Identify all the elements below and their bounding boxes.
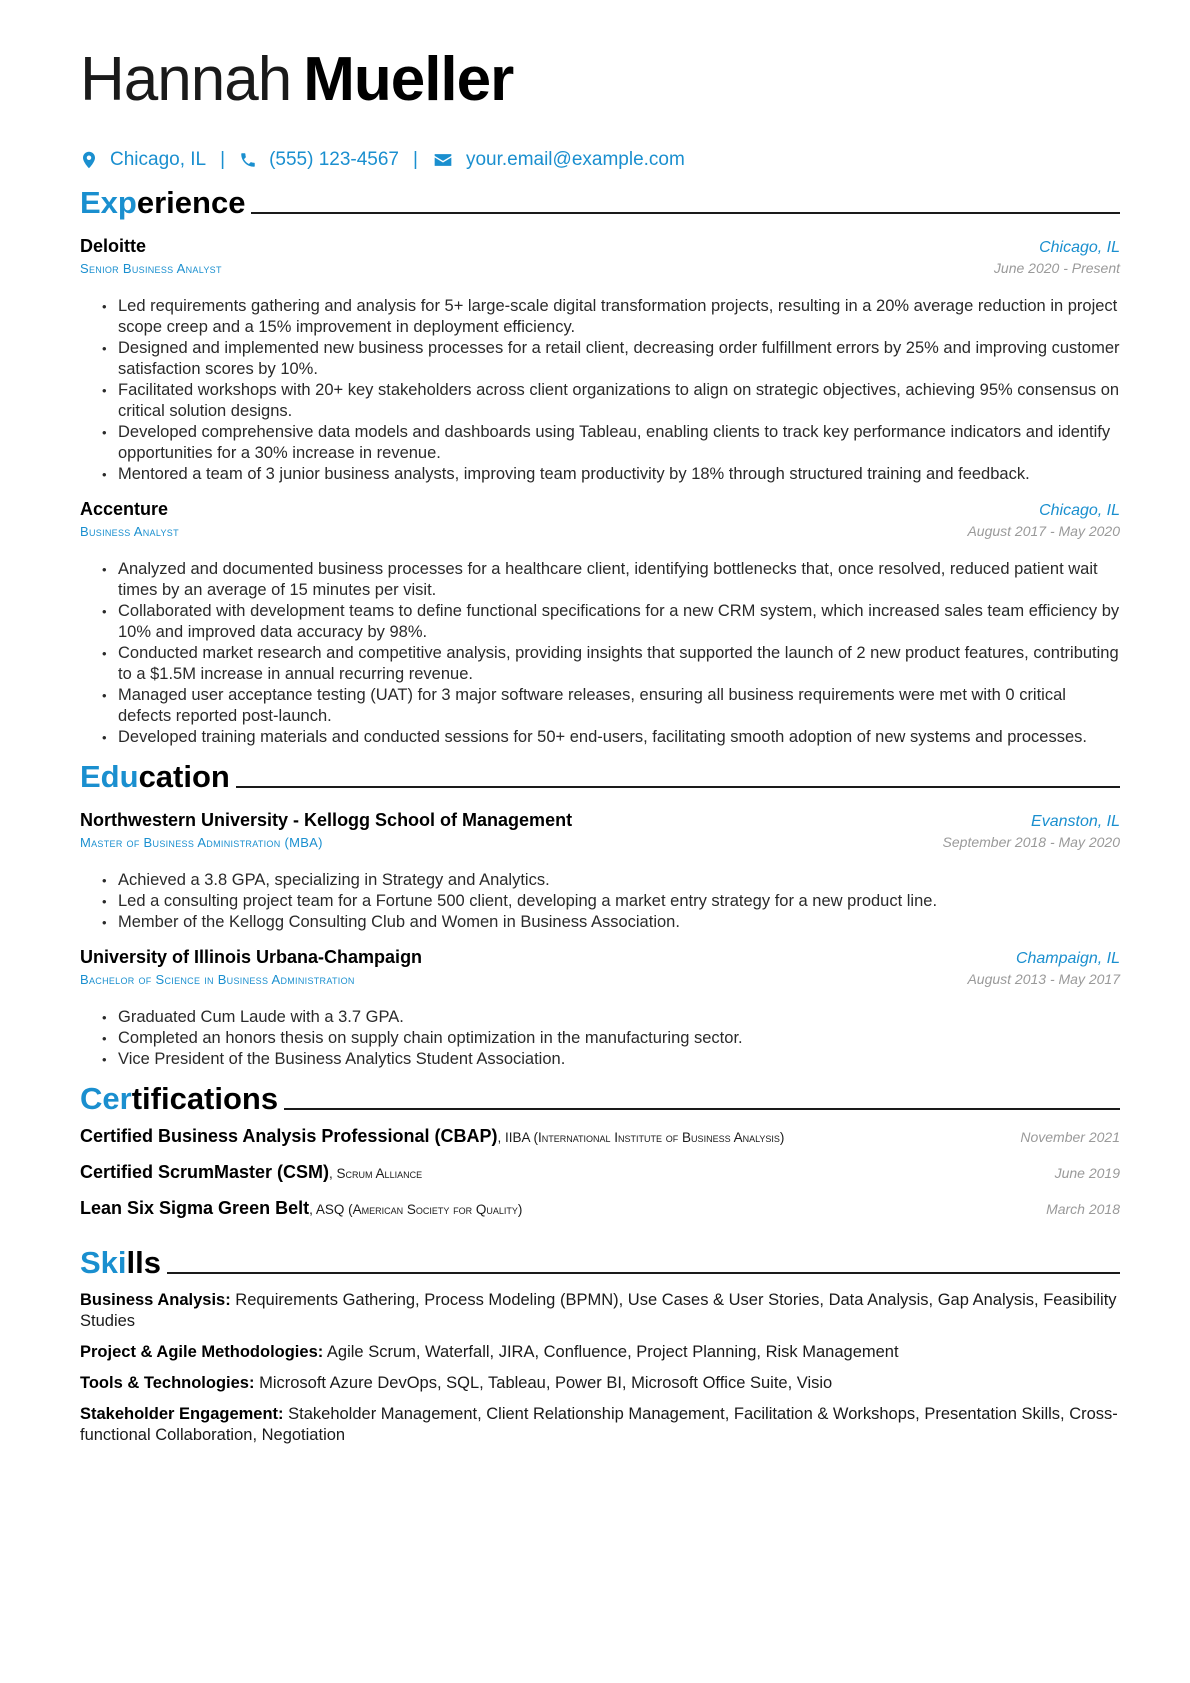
skill-values: Requirements Gathering, Process Modeling (BPMN), Use Cases & User Stories, Data Analysis, Gap Analysis, Feasibility Studies bbox=[80, 1291, 1117, 1330]
section-title: Certifications bbox=[80, 1081, 279, 1116]
certification-date: November 2021 bbox=[1020, 1129, 1120, 1145]
certifications-section bbox=[80, 1076, 1120, 1234]
list-item: • Graduated Cum Laude with a 3.7 GPA. bbox=[102, 1007, 1120, 1028]
certification-date: March 2018 bbox=[1046, 1201, 1120, 1217]
list-item: • Vice President of the Business Analytics Student Association. bbox=[102, 1049, 1120, 1070]
certification-issuer: , IIBA (International Institute of Business Analysis) bbox=[497, 1130, 785, 1145]
list-item: • Developed comprehensive data models and dashboards using Tableau, enabling clients to track key performance indicators and identify opportunities for a 30% increase in revenue. bbox=[102, 422, 1120, 464]
skills-section bbox=[80, 1240, 1120, 1446]
list-item: • Led requirements gathering and analysis for 5+ large-scale digital transformation projects, resulting in a 20% average reduction in project scope creep and a 15% improvement in deployment efficiency. bbox=[102, 296, 1120, 338]
experience-section bbox=[80, 180, 1120, 748]
job-title: Senior Business Analyst bbox=[80, 261, 222, 276]
section-title: Education bbox=[80, 759, 230, 794]
section-divider bbox=[236, 786, 1120, 788]
phone-text: (555) 123-4567 bbox=[269, 149, 399, 170]
skill-group bbox=[80, 1342, 1120, 1363]
certification-name: Lean Six Sigma Green Belt bbox=[80, 1198, 310, 1218]
section-divider bbox=[284, 1108, 1120, 1110]
certification-name: Certified ScrumMaster (CSM) bbox=[80, 1162, 330, 1182]
contact-location bbox=[80, 149, 206, 171]
section-title: Experience bbox=[80, 185, 246, 220]
employer-name: Deloitte bbox=[80, 236, 147, 256]
list-item: • Managed user acceptance testing (UAT) for 3 major software releases, ensuring all business requirements were met with 0 critical defects reported post-launch. bbox=[102, 685, 1120, 727]
skill-group bbox=[80, 1373, 1120, 1394]
contact-separator: | bbox=[413, 149, 418, 170]
skill-values: Agile Scrum, Waterfall, JIRA, Confluence, Project Planning, Risk Management bbox=[323, 1343, 899, 1361]
skill-category: Stakeholder Engagement: bbox=[80, 1405, 284, 1423]
skill-category: Project & Agile Methodologies: bbox=[80, 1343, 324, 1361]
certification-item bbox=[80, 1126, 1120, 1162]
contact-bar bbox=[80, 146, 1120, 174]
certification-issuer: , ASQ (American Society for Quality) bbox=[309, 1202, 523, 1217]
experience-entry bbox=[80, 236, 1120, 485]
entry-dates: September 2018 - May 2020 bbox=[942, 834, 1120, 850]
list-item: • Collaborated with development teams to define functional specifications for a new CRM system, which increased sales team efficiency by 10% and improved data accuracy by 98%. bbox=[102, 601, 1120, 643]
bullet-list bbox=[80, 296, 1120, 485]
list-item: • Developed training materials and conducted sessions for 50+ end-users, facilitating smooth adoption of new systems and processes. bbox=[102, 727, 1120, 748]
list-item: • Achieved a 3.8 GPA, specializing in Strategy and Analytics. bbox=[102, 870, 1120, 891]
list-item: • Analyzed and documented business processes for a healthcare client, identifying bottlenecks that, once resolved, reduced patient wait times by an average of 15 minutes per visit. bbox=[102, 559, 1120, 601]
skill-group bbox=[80, 1404, 1120, 1446]
employer-name: Accenture bbox=[80, 499, 169, 519]
section-title: Skills bbox=[80, 1245, 161, 1280]
candidate-name bbox=[80, 40, 1120, 120]
resume-page bbox=[80, 40, 1120, 1456]
location-text: Chicago, IL bbox=[110, 149, 207, 170]
education-section bbox=[80, 754, 1120, 1070]
envelope-icon bbox=[432, 150, 454, 170]
map-pin-icon bbox=[80, 150, 98, 170]
skill-values: Microsoft Azure DevOps, SQL, Tableau, Power BI, Microsoft Office Suite, Visio bbox=[254, 1374, 833, 1392]
phone-icon bbox=[239, 150, 257, 170]
bullet-list bbox=[80, 870, 1120, 933]
school-name: University of Illinois Urbana-Champaign bbox=[80, 947, 423, 967]
contact-phone[interactable] bbox=[239, 149, 399, 171]
email-text: your.email@example.com bbox=[465, 149, 685, 170]
section-header bbox=[80, 1240, 1120, 1282]
entry-dates: August 2013 - May 2017 bbox=[967, 971, 1120, 987]
certification-issuer: , Scrum Alliance bbox=[329, 1166, 423, 1181]
certification-date: June 2019 bbox=[1054, 1165, 1120, 1181]
first-name: Hannah bbox=[80, 45, 292, 114]
entry-dates: June 2020 - Present bbox=[993, 260, 1120, 276]
entry-dates: August 2017 - May 2020 bbox=[967, 523, 1120, 539]
job-title: Business Analyst bbox=[80, 524, 179, 539]
school-name: Northwestern University - Kellogg School of Management bbox=[80, 810, 573, 830]
bullet-list bbox=[80, 1007, 1120, 1070]
skill-group bbox=[80, 1290, 1120, 1332]
entry-location: Evanston, IL bbox=[1031, 813, 1120, 830]
list-item: • Member of the Kellogg Consulting Club and Women in Business Association. bbox=[102, 912, 1120, 933]
section-divider bbox=[251, 212, 1120, 214]
certification-list bbox=[80, 1126, 1120, 1234]
certification-name: Certified Business Analysis Professional (CBAP) bbox=[80, 1126, 498, 1146]
skill-category: Tools & Technologies: bbox=[80, 1374, 255, 1392]
degree-title: Bachelor of Science in Business Administration bbox=[80, 972, 355, 987]
degree-title: Master of Business Administration (MBA) bbox=[80, 835, 323, 850]
list-item: • Designed and implemented new business processes for a retail client, decreasing order fulfillment errors by 25% and improving customer satisfaction scores by 10%. bbox=[102, 338, 1120, 380]
entry-location: Champaign, IL bbox=[1015, 950, 1120, 967]
skill-values: Stakeholder Management, Client Relationship Management, Facilitation & Workshops, Presentation Skills, Cross-functional Collaboration, Negotiation bbox=[80, 1405, 1118, 1444]
section-divider bbox=[167, 1272, 1120, 1274]
section-header bbox=[80, 180, 1120, 222]
list-item: • Mentored a team of 3 junior business analysts, improving team productivity by 18% through structured training and feedback. bbox=[102, 464, 1120, 485]
entry-location: Chicago, IL bbox=[1039, 239, 1120, 256]
list-item: • Conducted market research and competitive analysis, providing insights that supported the launch of 2 new product features, contributing to a $1.5M increase in annual recurring revenue. bbox=[102, 643, 1120, 685]
contact-email[interactable] bbox=[432, 149, 685, 171]
last-name: Mueller bbox=[303, 45, 514, 114]
education-entry bbox=[80, 947, 1120, 1070]
section-header bbox=[80, 754, 1120, 796]
list-item: • Facilitated workshops with 20+ key stakeholders across client organizations to align on strategic objectives, achieving 95% consensus on critical solution designs. bbox=[102, 380, 1120, 422]
section-header bbox=[80, 1076, 1120, 1118]
education-entry bbox=[80, 810, 1120, 933]
certification-item bbox=[80, 1198, 1120, 1234]
list-item: • Completed an honors thesis on supply chain optimization in the manufacturing sector. bbox=[102, 1028, 1120, 1049]
contact-separator: | bbox=[220, 149, 226, 170]
certification-item bbox=[80, 1162, 1120, 1198]
bullet-list bbox=[80, 559, 1120, 748]
entry-location: Chicago, IL bbox=[1039, 502, 1120, 519]
experience-entry bbox=[80, 499, 1120, 748]
skill-category: Business Analysis: bbox=[80, 1291, 231, 1309]
skills-list bbox=[80, 1290, 1120, 1446]
list-item: • Led a consulting project team for a Fortune 500 client, developing a market entry strategy for a new product line. bbox=[102, 891, 1120, 912]
